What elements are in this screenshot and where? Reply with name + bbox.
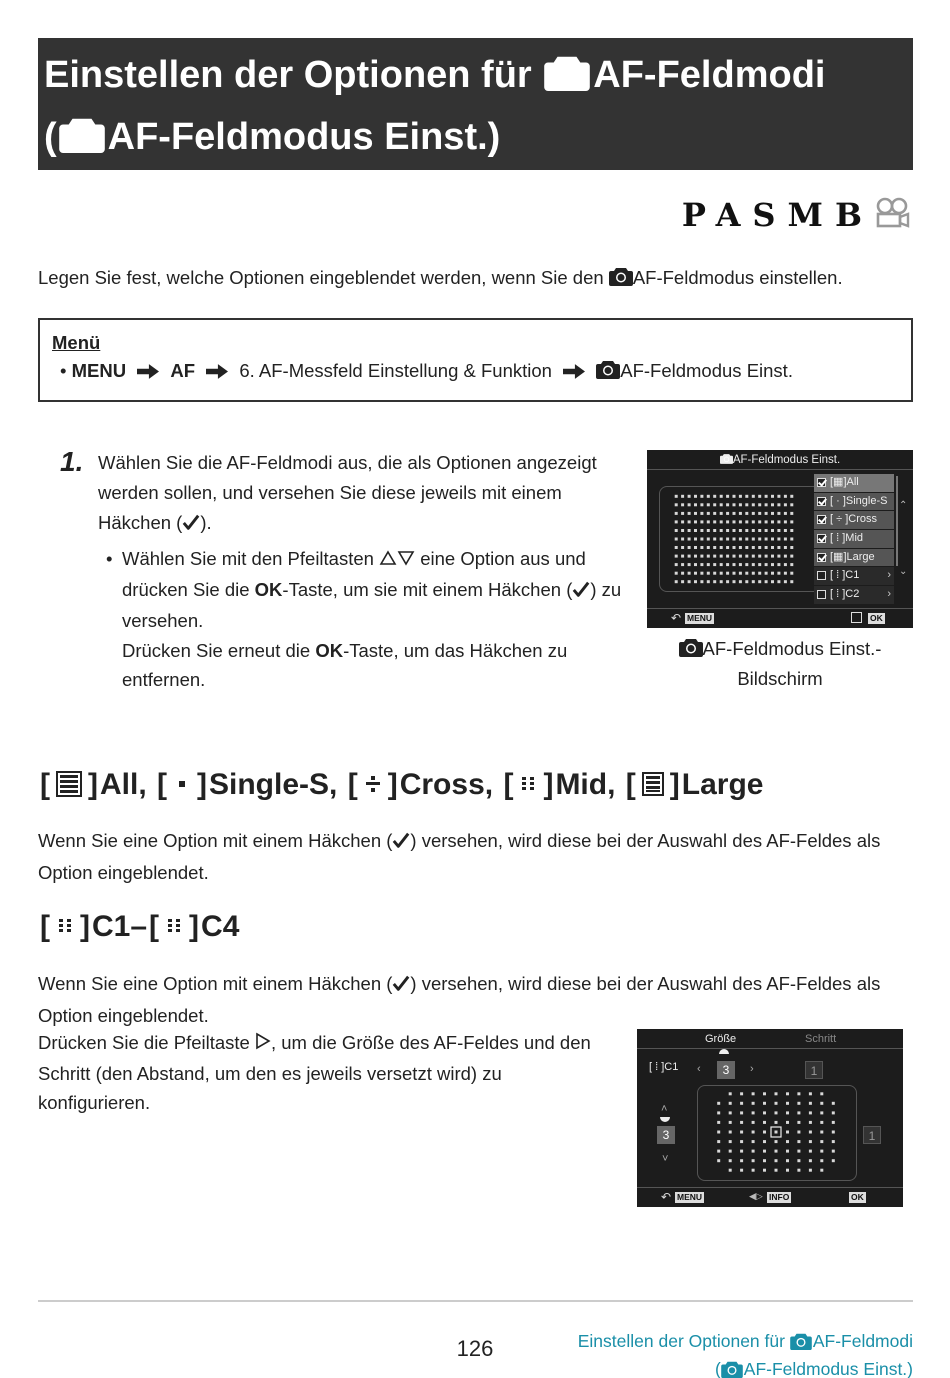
- camera-icon: [720, 453, 733, 464]
- screen-tabs: [637, 1029, 903, 1049]
- af-mode-option[interactable]: [814, 567, 894, 586]
- mid-area-icon: [519, 771, 537, 805]
- checkbox[interactable]: [817, 590, 826, 599]
- screen-caption: AF-Feldmodus Einst.- Bildschirm: [647, 634, 913, 693]
- tab-step[interactable]: Schritt: [805, 1033, 837, 1045]
- af-mode-list: [814, 474, 894, 605]
- chevron-down-icon: ⌄: [899, 566, 908, 577]
- af-mode-option-label: [▦]All: [830, 476, 859, 488]
- af-mode-option-label: [ ⁞ ]C2: [830, 588, 860, 601]
- title-line-2: ( AF-Feldmodus Einst.): [44, 116, 501, 158]
- af-mode-option[interactable]: [814, 530, 894, 549]
- title-line-1: Einstellen der Optionen für AF-Feldmodi: [44, 54, 826, 96]
- af-mode-option-label: [ · ]Single-S: [830, 494, 888, 507]
- af-mode-option[interactable]: [814, 474, 894, 493]
- shooting-modes: [682, 196, 910, 234]
- movie-camera-icon: [874, 197, 910, 233]
- large-area-icon: [642, 771, 664, 805]
- menu-heading: Menü: [52, 332, 101, 353]
- arrow-up-icon: [379, 545, 397, 575]
- camera-icon: [59, 115, 105, 153]
- menu-button-tag[interactable]: MENU: [687, 613, 713, 623]
- tab-size[interactable]: Größe: [705, 1033, 737, 1045]
- screen-footer: [637, 1187, 903, 1207]
- af-mode-option-label: [▦]Large: [830, 550, 875, 563]
- checkmark-icon: [392, 971, 410, 1001]
- page-title: [38, 38, 913, 170]
- camera-icon: [609, 266, 633, 286]
- af-point-grid: [713, 1089, 839, 1175]
- vertical-size-value[interactable]: 3: [657, 1126, 675, 1144]
- screen-title: AF-Feldmodus Einst.: [647, 450, 913, 470]
- af-mode-option[interactable]: [814, 586, 894, 605]
- section2-text: Wenn Sie eine Option mit einem Häkchen ( ) versehen, wird diese bei der Auswahl des AF-Feldes als Option eingeblendet.: [38, 973, 881, 1026]
- ok-button-tag[interactable]: OK: [870, 613, 883, 623]
- custom-area-icon: [56, 913, 74, 947]
- checkmark-icon: [392, 828, 410, 858]
- checkbox[interactable]: [817, 553, 826, 562]
- section-heading-area-modes: [ ]All, [ ]Single-S, [ ]Cross, [ ]Mid, [ ]Large: [38, 768, 763, 805]
- chevron-up-icon: [719, 1049, 729, 1054]
- vertical-step-value[interactable]: 1: [863, 1126, 881, 1144]
- custom-area-icon: [165, 913, 183, 947]
- horizontal-size-value[interactable]: 3: [717, 1061, 735, 1079]
- af-area-mode-settings-screen: [647, 450, 913, 628]
- arrow-right-key-icon: [255, 1029, 271, 1059]
- menu-button-tag[interactable]: MENU: [677, 1192, 703, 1202]
- all-area-icon: [56, 771, 82, 805]
- back-icon: ↶: [661, 1190, 672, 1204]
- chevron-up-icon: ˄: [661, 1103, 668, 1115]
- section-link[interactable]: Einstellen der Optionen für AF-Feldmodi ( AF-Feldmodus Einst.): [577, 1331, 913, 1378]
- chevron-left-icon: ‹: [697, 1063, 701, 1075]
- cross-icon: [364, 771, 382, 805]
- chevron-right-icon: ›: [750, 1063, 754, 1075]
- screen-footer: [647, 608, 913, 628]
- checkbox[interactable]: [817, 534, 826, 543]
- step-text: Wählen Sie die AF-Feldmodi aus, die als Optionen angezeigt werden sollen, und versehen Sie diese jeweils mit einem Häkchen ( ).: [98, 448, 628, 540]
- footer-divider: [38, 1300, 913, 1302]
- chevron-down-icon: ˅: [662, 1153, 669, 1165]
- chevron-down-icon: [660, 1117, 670, 1122]
- menu-path-box: [38, 318, 913, 402]
- af-mode-option[interactable]: [814, 549, 894, 568]
- section1-text: Wenn Sie eine Option mit einem Häkchen ( ) versehen, wird diese bei der Auswahl des AF-Feldes als Option eingeblendet.: [38, 830, 881, 883]
- checkbox[interactable]: [817, 478, 826, 487]
- custom-slot-label: [ ⁞ ]C1: [649, 1061, 679, 1073]
- chevron-up-icon: ⌃: [899, 500, 908, 511]
- scrollbar[interactable]: [896, 476, 898, 566]
- chevron-right-icon: ›: [887, 588, 891, 601]
- arrow-down-icon: [397, 545, 415, 575]
- horizontal-step-value[interactable]: 1: [805, 1061, 823, 1079]
- back-icon: ↶: [671, 611, 682, 625]
- left-right-arrows-icon: ◀▷: [749, 1191, 763, 1201]
- camera-icon: [679, 637, 703, 657]
- step-bullet: • Wählen Sie mit den Pfeiltasten eine Option aus und drücken Sie die OK-Taste, um sie mit einem Häkchen ( ) zu versehen. Drücken Sie erneut die OK-Taste, um das Häkchen zu entfernen.: [106, 544, 626, 695]
- checkmark-icon: [572, 577, 590, 607]
- checkbox[interactable]: [817, 515, 826, 524]
- arrow-right-icon: [206, 358, 228, 388]
- arrow-right-icon: [563, 358, 585, 388]
- arrow-right-icon: [137, 358, 159, 388]
- mode-letters: PASMB: [681, 196, 874, 234]
- camera-icon: [596, 359, 620, 379]
- af-mode-option-label: [ ⁞ ]C1: [830, 569, 860, 582]
- camera-icon: [544, 53, 590, 91]
- camera-icon: [721, 1360, 743, 1378]
- chevron-right-icon: ›: [887, 569, 891, 582]
- ok-button-tag[interactable]: OK: [851, 1192, 864, 1202]
- af-mode-option-label: [ ⁞ ]Mid: [830, 532, 864, 545]
- menu-path: • MENU AF 6. AF-Messfeld Einstellung & Funktion AF-Feldmodus Einst.: [60, 356, 899, 388]
- section2-text-2: Drücken Sie die Pfeiltaste , um die Größe des AF-Feldes und den Schritt (den Abstand, um den es jeweils versetzt wird) zu konfigurieren.: [38, 1028, 598, 1118]
- checkmark-icon: [182, 510, 200, 540]
- checkbox[interactable]: [817, 497, 826, 506]
- af-mode-option[interactable]: [814, 493, 894, 512]
- custom-area-settings-screen: [637, 1029, 903, 1207]
- checkbox-icon: [851, 612, 862, 623]
- af-mode-option-label: [ ÷ ]Cross: [830, 513, 877, 526]
- checkbox[interactable]: [817, 571, 826, 580]
- section-heading-custom-modes: [ ]C1–[ ]C4: [38, 910, 239, 947]
- step-number: 1.: [60, 446, 84, 477]
- af-point-grid: [673, 492, 835, 586]
- intro-text: Legen Sie fest, welche Optionen eingeblendet werden, wenn Sie den AF-Feldmodus einstellen.: [38, 267, 843, 288]
- page-number: 126: [456, 1336, 494, 1361]
- single-point-icon: [173, 771, 191, 805]
- camera-icon: [790, 1332, 812, 1350]
- af-mode-option[interactable]: [814, 511, 894, 530]
- info-button-tag[interactable]: INFO: [769, 1192, 790, 1202]
